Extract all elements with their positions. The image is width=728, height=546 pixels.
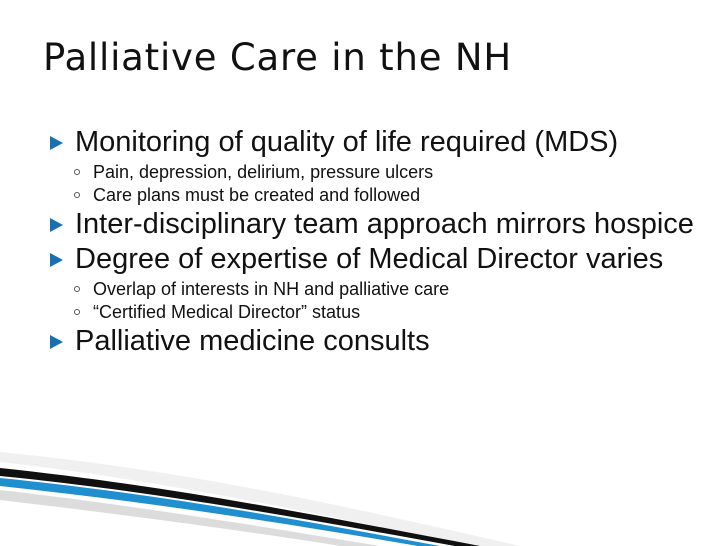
bullet-list [48,124,708,358]
sub-bullet-text: Care plans must be created and followed [93,185,421,205]
sub-bullet-item [48,161,708,183]
triangle-bullet-icon [50,253,63,267]
sub-bullet-text: Overlap of interests in NH and palliative care [93,279,450,299]
bullet-item [48,325,708,358]
sub-bullet-item [48,184,708,206]
bullet-text: Monitoring of quality of life required (MDS) [75,126,619,158]
bullet-text: Degree of expertise of Medical Director varies [75,243,664,275]
circle-bullet-icon [74,169,80,175]
sub-bullet-text: “Certified Medical Director” status [93,302,361,322]
slide-title: Palliative Care in the NH [43,36,512,79]
circle-bullet-icon [74,192,80,198]
bullet-item [48,243,708,276]
sub-bullet-text: Pain, depression, delirium, pressure ulcers [93,162,434,182]
sub-bullet-item [48,278,708,300]
triangle-bullet-icon [50,335,63,349]
triangle-bullet-icon [50,218,63,232]
triangle-bullet-icon [50,136,63,150]
circle-bullet-icon [74,309,80,315]
bullet-text: Inter-disciplinary team approach mirrors hospice [75,208,694,240]
bullet-item [48,208,708,241]
circle-bullet-icon [74,286,80,292]
bullet-text: Palliative medicine consults [75,325,430,357]
sub-bullet-item [48,301,708,323]
bullet-item [48,126,708,159]
